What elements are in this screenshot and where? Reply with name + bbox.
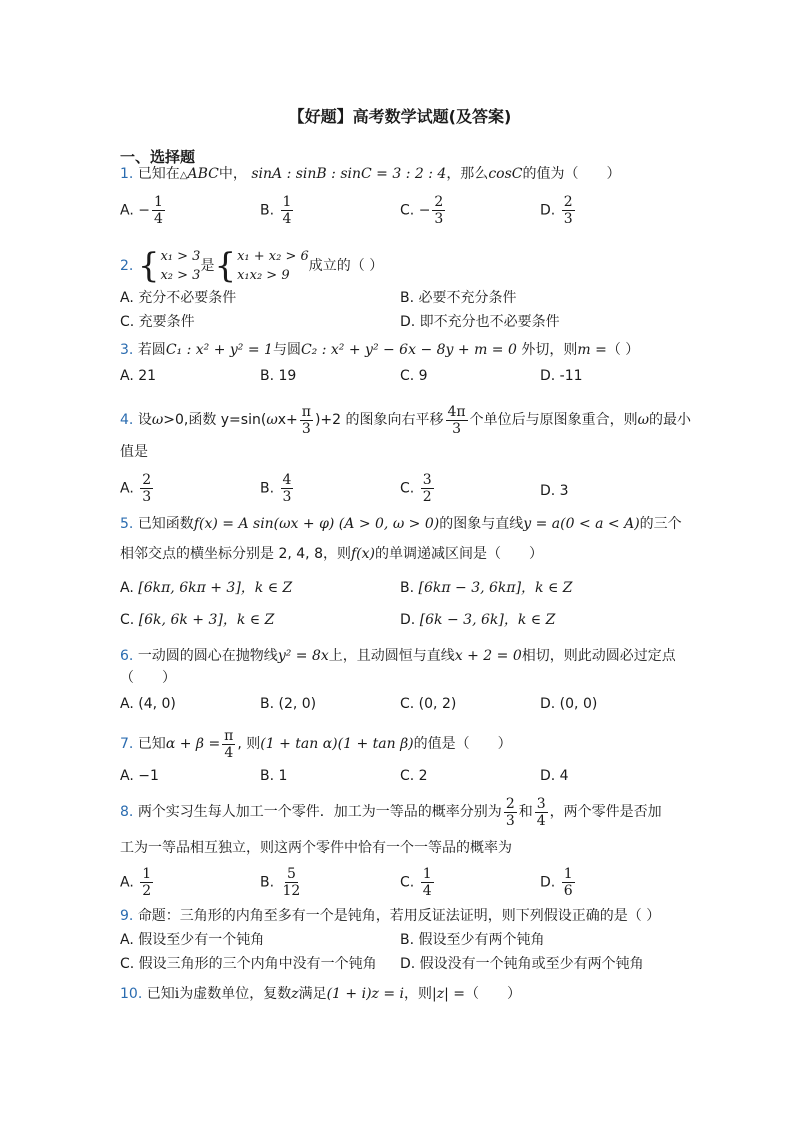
question-text: 的图象与直线 xyxy=(439,516,524,532)
option-c[interactable]: C. (0, 2) xyxy=(400,696,457,712)
question-number: 4. xyxy=(120,412,134,428)
math-expr: f(x) = A sin(ωx + φ) (A > 0, ω > 0) xyxy=(193,516,440,532)
question-text: 的值为（ ） xyxy=(522,166,621,182)
fraction: $\frac{\pi}{4}$ xyxy=(224,727,234,761)
option-b[interactable]: B. 假设至少有两个钝角 xyxy=(400,932,545,948)
question-text: 已知 xyxy=(137,736,166,752)
option-c[interactable]: C. 充要条件 xyxy=(120,314,195,330)
option-d[interactable]: D. [6k − 3, 6k]，k ∈ Z xyxy=(400,612,556,628)
question-text: 已知 xyxy=(146,986,175,1002)
question-number: 1. xyxy=(120,166,134,182)
fraction: $\frac{1}{4}$ xyxy=(282,194,292,227)
question-number: 10. xyxy=(120,986,143,1002)
question-9 xyxy=(120,906,660,926)
fraction: $\frac{3}{4}$ xyxy=(536,795,546,829)
question-number: 8. xyxy=(120,804,134,820)
fraction: $\frac{2}{3}$ xyxy=(142,472,152,505)
math-expr: C₁ : x² + y² = 1 xyxy=(165,342,273,358)
option-d[interactable]: D. -11 xyxy=(540,368,583,384)
question-5 xyxy=(120,514,682,534)
option-a[interactable]: A. −1 xyxy=(120,768,159,784)
fraction: $\frac{4\pi}{3}$ xyxy=(447,403,466,437)
option-c[interactable]: C. [6k, 6k + 3]，k ∈ Z xyxy=(120,612,275,628)
fraction: $\frac{2}{3}$ xyxy=(434,194,444,227)
question-text: , 则 xyxy=(237,736,261,752)
fraction: $\frac{1}{4}$ xyxy=(422,866,432,899)
math-expr: C₂ : x² + y² − 6x − 8y + m = 0 xyxy=(300,342,517,358)
option-label: B. xyxy=(260,480,275,497)
question-text: )+2 的图象向右平移 xyxy=(314,412,444,428)
option-d[interactable]: D. 3 xyxy=(540,483,569,499)
option-label: B. xyxy=(260,874,275,891)
question-number: 3. xyxy=(120,342,134,358)
option-b[interactable]: B. (2, 0) xyxy=(260,696,317,712)
math-expr: ω xyxy=(151,412,164,428)
fraction: $\frac{2}{3}$ xyxy=(505,795,515,829)
question-text: ，则 xyxy=(404,986,433,1002)
sign: − xyxy=(418,202,431,219)
option-c[interactable] xyxy=(400,194,447,227)
option-label: C. xyxy=(400,480,415,497)
option-d[interactable] xyxy=(540,194,577,227)
question-10 xyxy=(120,984,521,1004)
math-expr: y² = 8x xyxy=(277,648,329,664)
option-label: A. xyxy=(120,480,134,497)
math-expr: x + 2 = 0 xyxy=(454,648,522,664)
option-label: A. xyxy=(120,202,134,219)
option-b[interactable] xyxy=(260,472,295,505)
question-5-line2 xyxy=(120,544,543,564)
question-text: x+ xyxy=(277,412,298,428)
math-expr: (1 + tan α)(1 + tan β) xyxy=(260,736,414,752)
question-text: 已知函数 xyxy=(137,516,194,532)
fraction: $\frac{1}{4}$ xyxy=(153,194,163,227)
option-b[interactable] xyxy=(260,194,295,227)
fraction: $\frac{1}{6}$ xyxy=(563,866,573,899)
math-expr: ABC xyxy=(187,166,219,182)
triangle-symbol: △ xyxy=(179,170,188,181)
option-a[interactable]: A. 充分不必要条件 xyxy=(120,290,237,306)
page-title: 【好题】高考数学试题(及答案) xyxy=(288,107,512,126)
question-6-line2: （ ） xyxy=(120,670,176,686)
question-text: （ ） xyxy=(606,342,640,358)
question-text: 若圆 xyxy=(137,342,166,358)
question-text: 个单位后与原图象重合，则 xyxy=(469,412,638,428)
math-expr: i xyxy=(174,986,180,1002)
question-8-line2: 工为一等品相互独立，则这两个零件中恰有一个一等品的概率为 xyxy=(120,840,512,856)
question-text: 满足 xyxy=(298,986,327,1002)
question-text: ，那么 xyxy=(446,166,489,182)
math-expr: f(x) xyxy=(350,546,375,562)
option-c[interactable]: C. 假设三角形的三个内角中没有一个钝角 xyxy=(120,956,377,972)
option-a[interactable] xyxy=(120,194,167,227)
math-expr: ω xyxy=(637,412,650,428)
question-4 xyxy=(120,402,691,438)
option-a[interactable]: A. [6kπ, 6kπ + 3]，k ∈ Z xyxy=(120,580,293,596)
math-expr: |z| = xyxy=(432,986,466,1002)
question-text: 的最小 xyxy=(649,412,692,428)
fraction: $\frac{1}{2}$ xyxy=(142,866,152,899)
option-label: C. xyxy=(400,874,415,891)
question-text: 的值是（ ） xyxy=(413,736,512,752)
option-d[interactable]: D. 假设没有一个钝角或至少有两个钝角 xyxy=(400,956,644,972)
option-d[interactable]: D. 4 xyxy=(540,768,569,784)
math-expr: z xyxy=(291,986,299,1002)
question-text: 和 xyxy=(518,804,533,820)
question-text: 一动圆的圆心在抛物线 xyxy=(137,648,278,664)
question-text: ，两个零件是否加 xyxy=(549,804,662,820)
fraction: $\frac{\pi}{3}$ xyxy=(301,403,311,437)
option-a[interactable] xyxy=(120,472,155,505)
option-b[interactable]: B. 必要不充分条件 xyxy=(400,290,517,306)
question-8 xyxy=(120,794,662,830)
sign: − xyxy=(138,202,150,219)
math-expr: (1 + i)z = i xyxy=(326,986,405,1002)
question-text: 设 xyxy=(137,412,152,428)
question-number: 9. xyxy=(120,908,134,924)
question-4-line2: 值是 xyxy=(120,444,148,460)
question-text: 为虚数单位，复数 xyxy=(179,986,292,1002)
question-6 xyxy=(120,646,676,666)
question-text: 成立的（ ） xyxy=(308,258,384,274)
fraction: $\frac{4}{3}$ xyxy=(282,472,292,505)
option-label: B. xyxy=(260,202,275,219)
inequality-system: { x₁ + x₂ > 6 x₁x₂ > 9 xyxy=(214,246,309,286)
math-expr: α + β = xyxy=(165,736,221,752)
question-text: 的单调递减区间是（ ） xyxy=(375,546,543,562)
fraction: $\frac{3}{2}$ xyxy=(422,472,432,505)
option-d[interactable]: D. (0, 0) xyxy=(540,696,598,712)
question-number: 2. xyxy=(120,258,134,274)
option-c[interactable]: C. 9 xyxy=(400,368,428,384)
option-d[interactable] xyxy=(540,866,577,899)
option-label: C. xyxy=(400,202,415,219)
question-text: 与圆 xyxy=(272,342,301,358)
option-b[interactable]: B. 1 xyxy=(260,768,288,784)
question-text: 中， xyxy=(218,166,247,182)
question-3 xyxy=(120,340,639,360)
question-2 xyxy=(120,244,383,288)
question-1 xyxy=(120,164,620,186)
math-expr: sinA : sinB : sinC = 3 : 2 : 4 xyxy=(251,166,447,182)
option-b[interactable] xyxy=(260,866,304,899)
question-number: 5. xyxy=(120,516,134,532)
question-text: 的三个 xyxy=(639,516,682,532)
math-expr: y = a(0 < a < A) xyxy=(523,516,640,532)
option-label: D. xyxy=(540,874,556,891)
option-a[interactable]: A. (4, 0) xyxy=(120,696,176,712)
option-label: A. xyxy=(120,874,134,891)
question-text: 外切，则 xyxy=(521,342,578,358)
option-b[interactable]: B. [6kπ − 3, 6kπ]，k ∈ Z xyxy=(400,580,573,596)
option-a[interactable]: A. 21 xyxy=(120,368,157,384)
fraction: $\frac{2}{3}$ xyxy=(563,194,573,227)
question-number: 7. xyxy=(120,736,134,752)
section-heading: 一、选择题 xyxy=(120,148,196,166)
option-c[interactable] xyxy=(400,866,436,899)
question-text: （ ） xyxy=(465,986,522,1002)
math-expr: m = xyxy=(577,342,607,358)
option-c[interactable] xyxy=(400,472,436,505)
question-7 xyxy=(120,726,512,762)
question-text: 相邻交点的横坐标分别是 2, 4, 8，则 xyxy=(120,546,351,562)
option-a[interactable] xyxy=(120,866,155,899)
option-d[interactable]: D. 即不充分也不必要条件 xyxy=(400,314,560,330)
question-text: 命题：三角形的内角至多有一个是钝角，若用反证法证明，则下列假设正确的是（ ） xyxy=(137,908,661,924)
question-text: 两个实习生每人加工一个零件．加工为一等品的概率分别为 xyxy=(137,804,502,820)
option-a[interactable]: A. 假设至少有一个钝角 xyxy=(120,932,265,948)
question-text: >0,函数 y=sin( xyxy=(163,412,267,428)
fraction: $\frac{5}{12}$ xyxy=(282,866,301,899)
question-text: 已知在 xyxy=(137,166,180,182)
question-text: 上，且动圆恒与直线 xyxy=(328,648,455,664)
question-text: 相切，则此动圆必过定点 xyxy=(521,648,676,664)
math-expr: ω xyxy=(266,412,278,428)
option-label: D. xyxy=(540,202,556,219)
option-c[interactable]: C. 2 xyxy=(400,768,428,784)
question-number: 6. xyxy=(120,648,134,664)
inequality-system: { x₁ > 3 x₂ > 3 xyxy=(137,246,201,286)
math-expr: cosC xyxy=(488,166,523,182)
question-text: 是 xyxy=(200,258,215,274)
option-b[interactable]: B. 19 xyxy=(260,368,297,384)
